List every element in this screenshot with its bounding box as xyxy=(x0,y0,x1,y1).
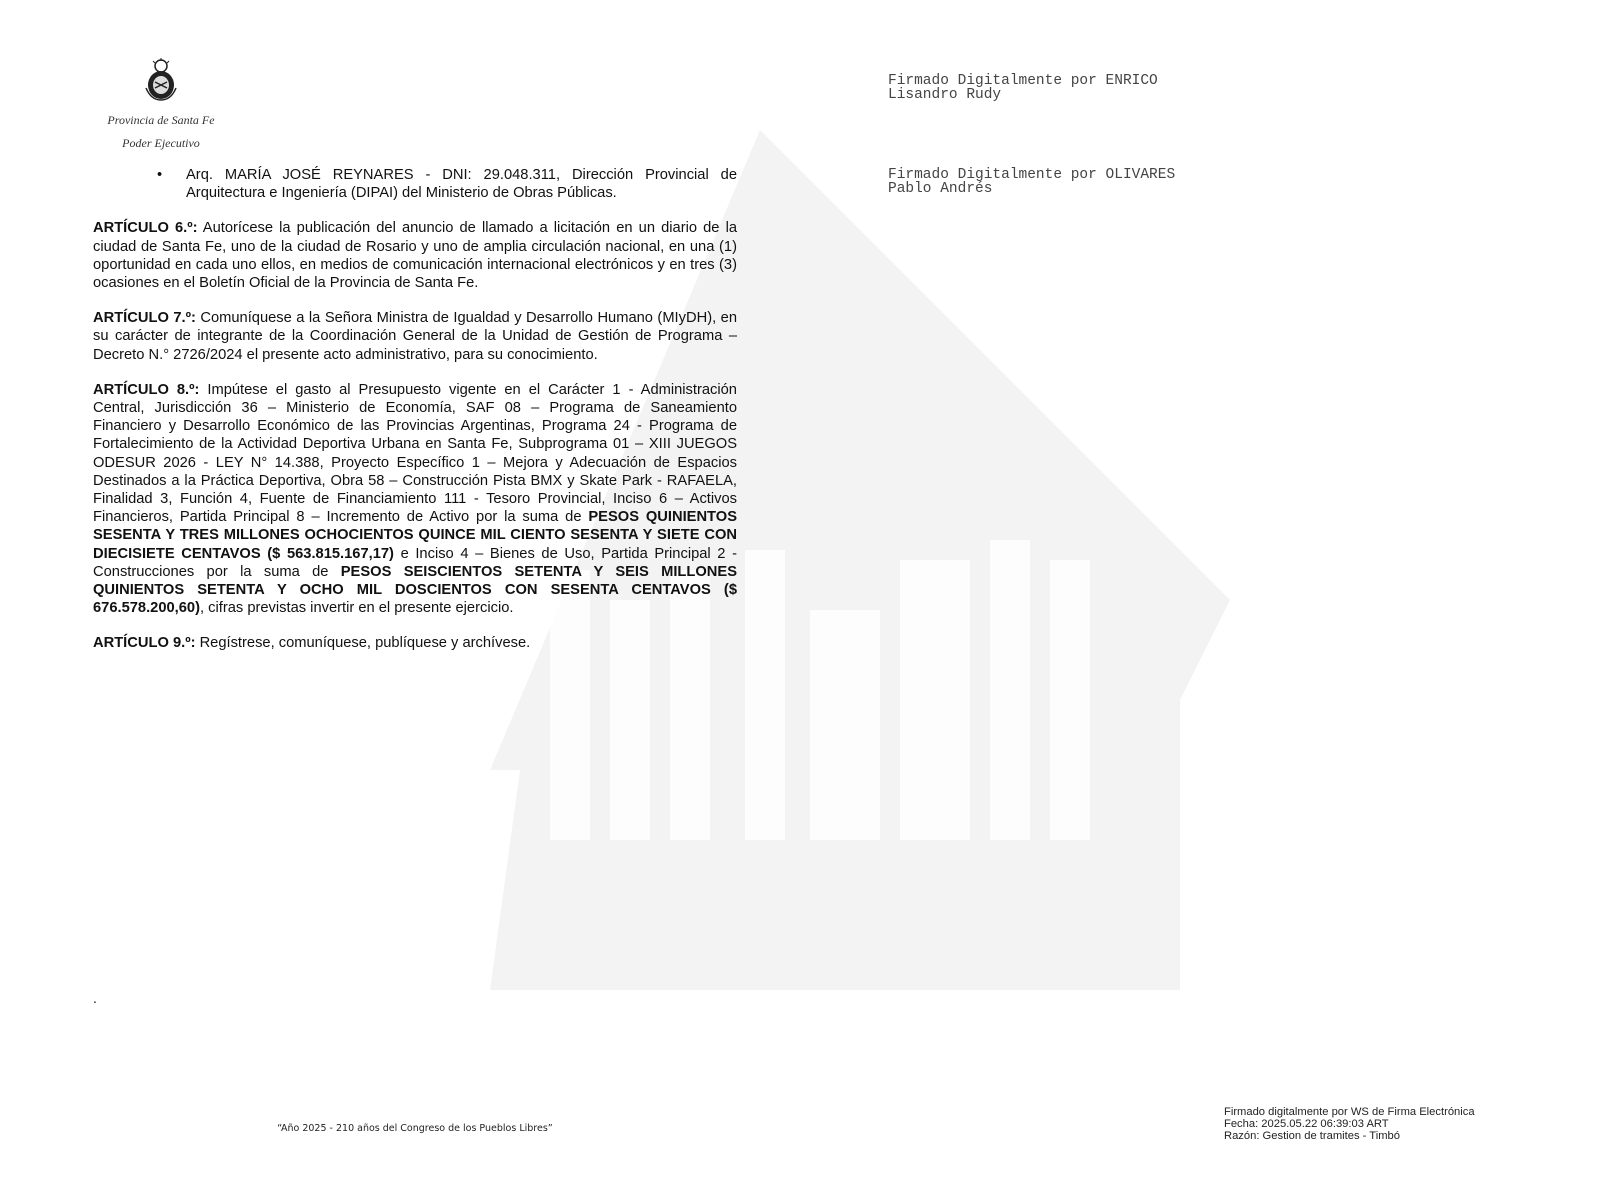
digital-signature-enrico xyxy=(888,74,1158,102)
article-text: Regístrese, comuníquese, publíquese y archívese. xyxy=(199,635,531,652)
bullet-text: Arq. MARÍA JOSÉ REYNARES - DNI: 29.048.311, Dirección Provincial de Arquitectura e Ingeniería (DIPAI) del Ministerio de Obras Públicas. xyxy=(186,167,737,202)
bullet-icon: • xyxy=(157,167,163,183)
logo-province-text: Provincia de Santa Fe xyxy=(107,113,215,127)
province-logo xyxy=(96,58,226,158)
article-text: Impútese el gasto al Presupuesto vigente en el Carácter 1 - Administración Central, Jurisdicción 36 – Ministerio de Economía, SAF 08 – Programa de Saneamiento Financiero y Desarrollo Económico de las Provincias Argentinas, Programa 24 - Programa de Fortalecimiento de la Actividad Deportiva Urbana en Santa Fe, Subprograma 01 – XIII JUEGOS ODESUR 2026 - LEY N° 14.388, Proyecto Específico 1 – Mejora y Adecuación de Espacios Destinados a la Práctica Deportiva, Obra 58 – Construcción Pista BMX y Skate Park - RAFAELA, Finalidad 3, Función 4, Fuente de Financiamiento 111 - Tesoro Provincial, Inciso 6 – Activos Financieros, Partida Principal 8 – Incremento de Activo por la suma de xyxy=(93,381,737,526)
article-label: ARTÍCULO 9.º: xyxy=(93,635,196,652)
coat-of-arms-icon xyxy=(141,58,181,102)
article-label: ARTÍCULO 7.º: xyxy=(93,310,196,327)
signature-date: Fecha: 2025.05.22 06:39:03 ART xyxy=(1224,1118,1389,1130)
electronic-signature-stamp xyxy=(1224,1106,1475,1142)
article-9 xyxy=(93,634,737,652)
article-7 xyxy=(93,309,737,364)
article-label: ARTÍCULO 8.º: xyxy=(93,381,200,398)
signature-reason: Razón: Gestion de tramites - Timbó xyxy=(1224,1130,1400,1142)
article-text: e Inciso 4 – Bienes de Uso, Partida Principal 2 - Construcciones por la suma de xyxy=(93,545,737,580)
article-label: ARTÍCULO 6.º: xyxy=(93,220,198,237)
article-6 xyxy=(93,219,737,292)
article-text: Autorícese la publicación del anuncio de llamado a licitación en un diario de la ciudad de Santa Fe, uno de la ciudad de Rosario y uno de amplia circulación nacional, en una (1) oportunidad en cada uno ellos, en medios de comunicación internacional electrónicos y en tres (3) ocasiones en el Boletín Oficial de la Provincia de Santa Fe. xyxy=(93,220,737,292)
signature-line: Firmado Digitalmente por ENRICO xyxy=(888,73,1158,89)
digital-signature-olivares xyxy=(888,168,1175,196)
stray-dot: . xyxy=(93,990,97,1006)
amount-bold: PESOS QUINIENTOS SESENTA Y TRES MILLONES OCHOCIENTOS QUINCE MIL CIENTO SESENTA Y SIETE CON DIECISIETE CENTAVOS ($ 563.815.167,17) xyxy=(93,509,737,562)
list-item xyxy=(93,166,737,202)
signature-line: Firmado Digitalmente por OLIVARES xyxy=(888,167,1176,183)
document-body xyxy=(93,166,737,653)
article-text: , cifras previstas invertir en el presente ejercicio. xyxy=(200,600,514,617)
article-text: Comuníquese a la Señora Ministra de Igualdad y Desarrollo Humano (MIyDH), en su carácter de integrante de la Coordinación General de la Unidad de Gestión de Programa – Decreto N.° 2726/2024 el presente acto administrativo, para su conocimiento. xyxy=(93,310,737,363)
logo-executive-text: Poder Ejecutivo xyxy=(122,136,200,150)
signature-line: Firmado digitalmente por WS de Firma Electrónica xyxy=(1224,1106,1475,1118)
signature-line: Lisandro Rudy xyxy=(888,87,1002,103)
article-8 xyxy=(93,381,737,618)
signature-line: Pablo Andrés xyxy=(888,181,993,197)
amount-bold: PESOS SEISCIENTOS SETENTA Y SEIS MILLONES QUINIENTOS SETENTA Y OCHO MIL DOSCIENTOS CON SESENTA CENTAVOS ($ 676.578.200,60) xyxy=(93,563,737,617)
footer-motto: “Año 2025 - 210 años del Congreso de los Pueblos Libres” xyxy=(277,1123,553,1134)
